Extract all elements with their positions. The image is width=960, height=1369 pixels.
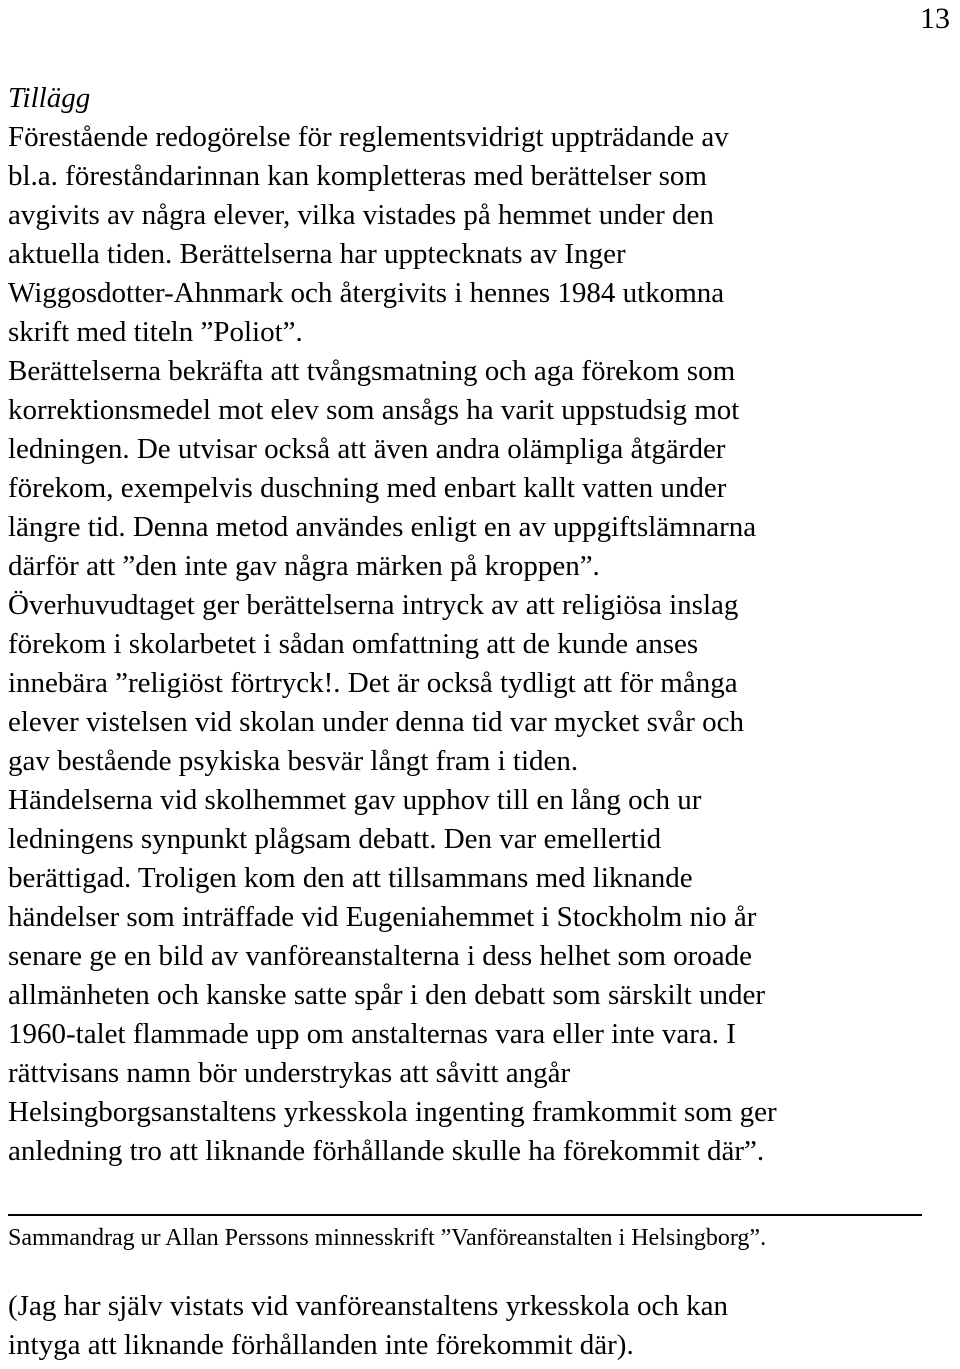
- text-line: berättigad. Troligen kom den att tillsammans med liknande: [8, 862, 693, 894]
- closing-remark: [8, 1287, 728, 1365]
- closing-line: (Jag har själv vistats vid vanföreanstaltens yrkesskola och kan: [8, 1290, 728, 1322]
- footnote-divider: [8, 1214, 922, 1216]
- text-line: anledning tro att liknande förhållande skulle ha förekommit där”.: [8, 1135, 765, 1167]
- closing-line: intyga att liknande förhållanden inte förekommit där).: [8, 1329, 634, 1361]
- text-line: förekom, exempelvis duschning med enbart kallt vatten under: [8, 472, 727, 504]
- text-line: 1960-talet flammade upp om anstalternas vara eller inte vara. I: [8, 1018, 736, 1050]
- main-text-block: [8, 79, 948, 1171]
- text-line: aktuella tiden. Berättelserna har upptecknats av Inger: [8, 238, 626, 270]
- text-line: därför att ”den inte gav några märken på kroppen”.: [8, 550, 600, 582]
- text-line: längre tid. Denna metod användes enligt en av uppgiftslämnarna: [8, 511, 757, 543]
- section-heading: Tillägg: [8, 82, 91, 114]
- text-line: Helsingborgsanstaltens yrkesskola ingenting framkommit som ger: [8, 1096, 777, 1128]
- text-line: händelser som inträffade vid Eugeniahemmet i Stockholm nio år: [8, 901, 757, 933]
- text-line: Överhuvudtaget ger berättelserna intryck av att religiösa inslag: [8, 589, 739, 621]
- text-line: skrift med titeln ”Poliot”.: [8, 316, 303, 348]
- text-line: allmänheten och kanske satte spår i den debatt som särskilt under: [8, 979, 766, 1011]
- text-line: gav bestående psykiska besvär långt fram i tiden.: [8, 745, 579, 777]
- footnote: Sammandrag ur Allan Perssons minnesskrift ”Vanföreanstalten i Helsingborg”.: [8, 1225, 767, 1251]
- text-line: elever vistelsen vid skolan under denna tid var mycket svår och: [8, 706, 745, 738]
- text-line: korrektionsmedel mot elev som ansågs ha varit uppstudsig mot: [8, 394, 740, 426]
- text-line: rättvisans namn bör understrykas att såvitt angår: [8, 1057, 571, 1089]
- text-line: innebära ”religiöst förtryck!. Det är också tydligt att för många: [8, 667, 738, 699]
- text-line: Berättelserna bekräfta att tvångsmatning och aga förekom som: [8, 355, 736, 387]
- text-line: ledningens synpunkt plågsam debatt. Den var emellertid: [8, 823, 662, 855]
- text-line: avgivits av några elever, vilka vistades på hemmet under den: [8, 199, 714, 231]
- page-number: 13: [920, 2, 950, 35]
- text-line: bl.a. föreståndarinnan kan kompletteras med berättelser som: [8, 160, 707, 192]
- text-line: Förestående redogörelse för reglementsvidrigt uppträdande av: [8, 121, 729, 153]
- text-line: Wiggosdotter-Ahnmark och återgivits i hennes 1984 utkomna: [8, 277, 725, 309]
- text-line: Händelserna vid skolhemmet gav upphov till en lång och ur: [8, 784, 702, 816]
- text-line: förekom i skolarbetet i sådan omfattning att de kunde anses: [8, 628, 699, 660]
- text-line: ledningen. De utvisar också att även andra olämpliga åtgärder: [8, 433, 726, 465]
- text-line: senare ge en bild av vanföreanstalterna i dess helhet som oroade: [8, 940, 753, 972]
